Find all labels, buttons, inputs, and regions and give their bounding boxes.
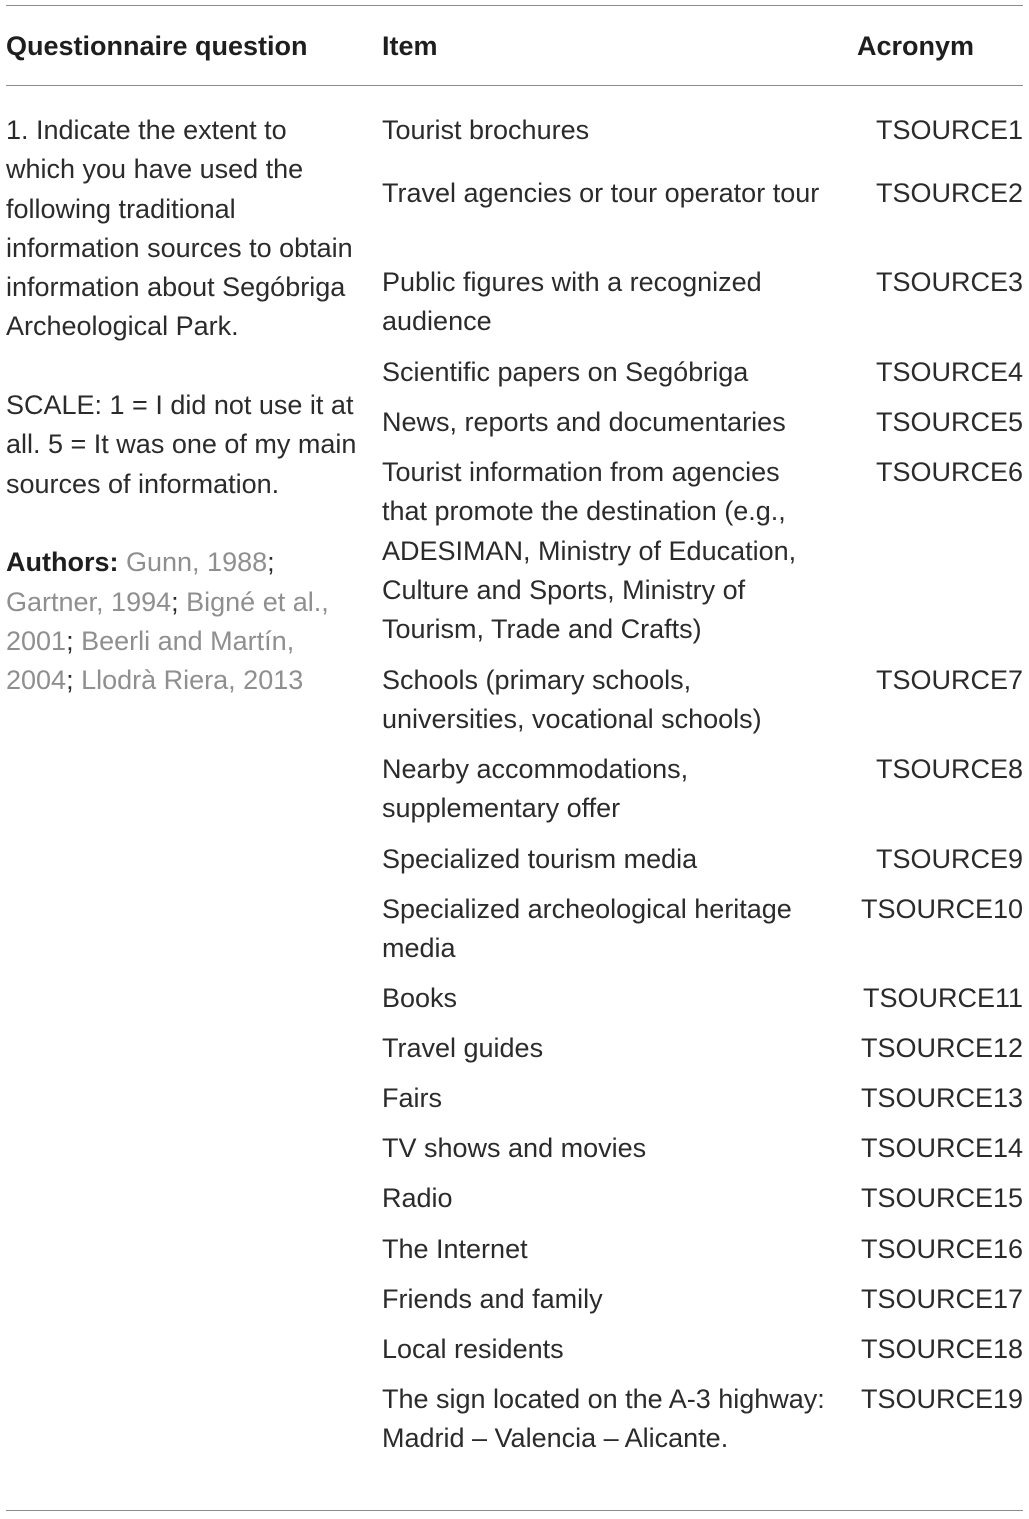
- table-row-item: Local residents: [382, 1334, 564, 1364]
- table-row-item: The Internet: [382, 1234, 528, 1264]
- table-row-item: Public figures with a recognized audience: [382, 267, 762, 337]
- table-row-acronym: TSOURCE11: [862, 983, 1023, 1013]
- table-row-item: Specialized archeological heritage media: [382, 894, 792, 964]
- table-row-item: Specialized tourism media: [382, 844, 698, 874]
- table-row-acronym: TSOURCE8: [875, 754, 1023, 784]
- scale-text: SCALE: 1 = I did not use it at all. 5 = It was one of my main sources of information.: [6, 390, 357, 499]
- author-reference-link[interactable]: Llodrà Riera, 2013: [81, 665, 304, 696]
- table-top-rule: [6, 5, 1023, 6]
- table-row-item: News, reports and documentaries: [382, 407, 786, 437]
- table-row-acronym: TSOURCE1: [875, 115, 1023, 145]
- table-row-item: The sign located on the A-3 highway: Madrid – Valencia – Alicante.: [382, 1384, 825, 1454]
- table-row-item: Travel guides: [382, 1033, 544, 1063]
- table-row-acronym: TSOURCE18: [860, 1334, 1023, 1364]
- authors-line: [6, 543, 361, 700]
- table-row-acronym: TSOURCE5: [875, 407, 1023, 437]
- table-row-item: Schools (primary schools, universities, vocational schools): [382, 665, 762, 735]
- reference-separator: ;: [171, 586, 187, 617]
- table-row-acronym: TSOURCE12: [860, 1033, 1023, 1063]
- question-text: 1. Indicate the extent to which you have used the following traditional information sources to obtain information about Segóbriga Archeological Park.: [6, 115, 353, 342]
- table-row-item: Books: [382, 983, 458, 1013]
- table-row-item: TV shows and movies: [382, 1133, 647, 1163]
- author-reference-link[interactable]: Bigné et al., 2001: [6, 586, 329, 656]
- table-row-acronym: TSOURCE16: [860, 1234, 1023, 1264]
- header-acronym: Acronym: [857, 31, 975, 61]
- table-row-acronym: TSOURCE2: [875, 178, 1023, 208]
- table-row-item: Nearby accommodations, supplementary offer: [382, 754, 689, 824]
- table-row-acronym: TSOURCE19: [860, 1384, 1023, 1414]
- table-row-item: Radio: [382, 1183, 453, 1213]
- table-row-acronym: TSOURCE10: [860, 894, 1023, 924]
- header-questionnaire-question: Questionnaire question: [6, 31, 308, 61]
- table-row-acronym: TSOURCE15: [860, 1183, 1023, 1213]
- reference-separator: ;: [267, 547, 275, 578]
- table-row-acronym: TSOURCE4: [875, 357, 1023, 387]
- table-row-acronym: TSOURCE7: [875, 665, 1023, 695]
- table-row-item: Scientific papers on Segóbriga: [382, 357, 749, 387]
- table-row-acronym: TSOURCE6: [875, 457, 1023, 487]
- authors-label: Authors:: [6, 547, 119, 578]
- header-item: Item: [382, 31, 438, 61]
- table-row-item: Tourist information from agencies that promote the destination (e.g., ADESIMAN, Ministry of Education, Culture and Sports, Ministry of Tourism, Trade and Crafts): [382, 457, 797, 645]
- table-row-item: Fairs: [382, 1083, 442, 1113]
- table-row-acronym: TSOURCE9: [875, 844, 1023, 874]
- header-rule: [6, 85, 1023, 86]
- table-row-item: Tourist brochures: [382, 115, 590, 145]
- table-row-acronym: TSOURCE13: [860, 1083, 1023, 1113]
- reference-separator: ;: [66, 625, 82, 656]
- table-row-acronym: TSOURCE14: [860, 1133, 1023, 1163]
- reference-separator: ;: [66, 665, 82, 696]
- table-row-acronym: TSOURCE17: [860, 1284, 1023, 1314]
- questionnaire-question-cell: [6, 111, 361, 700]
- author-reference-link[interactable]: Beerli and Martín, 2004: [6, 625, 295, 696]
- table-row-item: Travel agencies or tour operator tour: [382, 178, 820, 208]
- table-row-item: Friends and family: [382, 1284, 603, 1314]
- author-reference-link[interactable]: Gartner, 1994: [6, 586, 172, 617]
- table-row-acronym: TSOURCE3: [875, 267, 1023, 297]
- table-bottom-rule: [6, 1510, 1023, 1511]
- author-reference-link[interactable]: Gunn, 1988: [126, 547, 268, 578]
